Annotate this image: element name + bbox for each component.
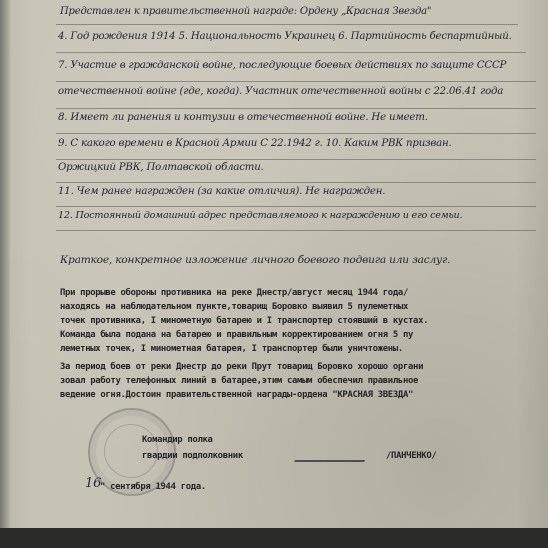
narrative-line: За период боев от реки Днестр до реки Прут товарищ Боровко хорошо органи bbox=[60, 362, 424, 372]
narrative-line: зовал работу телефонных линий в батарее,этим самым обеспечил правильное bbox=[60, 376, 419, 386]
narrative-line: точек противника, I минометную батарею и I транспортер стоявший в кустах. bbox=[60, 316, 429, 326]
narrative-line: ведение огня.Достоин правительственной награды-ордена "КРАСНАЯ ЗВЕЗДА" bbox=[60, 390, 414, 400]
rule-line bbox=[56, 81, 536, 82]
date-text: " сентября 1944 года. bbox=[100, 482, 206, 492]
rule-line bbox=[56, 108, 536, 109]
rule-line bbox=[56, 182, 536, 183]
award-heading: Представлен к правительственной награде: Ордену „Красная Звезда" bbox=[60, 6, 432, 17]
participation-line-2: отечественной войне (где, когда). Участник отечественной войны с 22.06.41 года bbox=[58, 86, 504, 97]
rule-line bbox=[56, 24, 518, 25]
rule-line bbox=[56, 52, 526, 53]
narrative-line: находясь на наблюдательном пункте,товарищ Боровко выявил 5 пулеметных bbox=[60, 302, 408, 312]
service-since-line: 9. С какого времени в Красной Армии С 22.1942 г. 10. Каким РВК призван. bbox=[58, 138, 452, 149]
draft-office-line: Оржицкий РВК, Полтавской области. bbox=[58, 162, 264, 173]
page-edge bbox=[0, 0, 10, 548]
birth-year-line: 4. Год рождения 1914 5. Национальность Украинец 6. Партийность беспартийный. bbox=[58, 31, 512, 42]
wounds-line: 8. Имеет ли ранения и контузии в отечественной войне. Не имеет. bbox=[58, 112, 428, 123]
commander-name: /ПАНЧЕНКО/ bbox=[386, 451, 437, 461]
commander-signature bbox=[294, 452, 368, 462]
commander-title: Командир полка bbox=[142, 435, 213, 445]
feat-heading: Краткое, конкретное изложение личного боевого подвига или заслуг. bbox=[60, 254, 451, 266]
rule-line bbox=[56, 230, 536, 231]
rule-line bbox=[56, 133, 536, 134]
date-day: 16 bbox=[85, 476, 102, 491]
scan-bottom-edge bbox=[0, 528, 548, 548]
home-address-line: 12. Постоянный домашний адрес представляемого к награждению и его семьи. bbox=[58, 210, 463, 221]
narrative-line: Команда была подана на батарею и правильным корректированием огня 5 пу bbox=[60, 330, 414, 340]
rule-line bbox=[56, 206, 536, 207]
narrative-line: леметных точек, I минометная батарея, I транспортер были уничтожены. bbox=[60, 344, 403, 354]
previous-awards-line: 11. Чем ранее награжден (за какие отличия). Не награжден. bbox=[58, 186, 386, 197]
participation-line: 7. Участие в гражданской войне, последующие боевых действиях по защите СССР bbox=[58, 60, 507, 71]
narrative-line: При прорыве обороны противника на реке Днестр/август месяц 1944 года/ bbox=[60, 288, 408, 298]
rule-line bbox=[56, 159, 536, 160]
commander-rank: гвардии подполковник bbox=[142, 451, 243, 461]
